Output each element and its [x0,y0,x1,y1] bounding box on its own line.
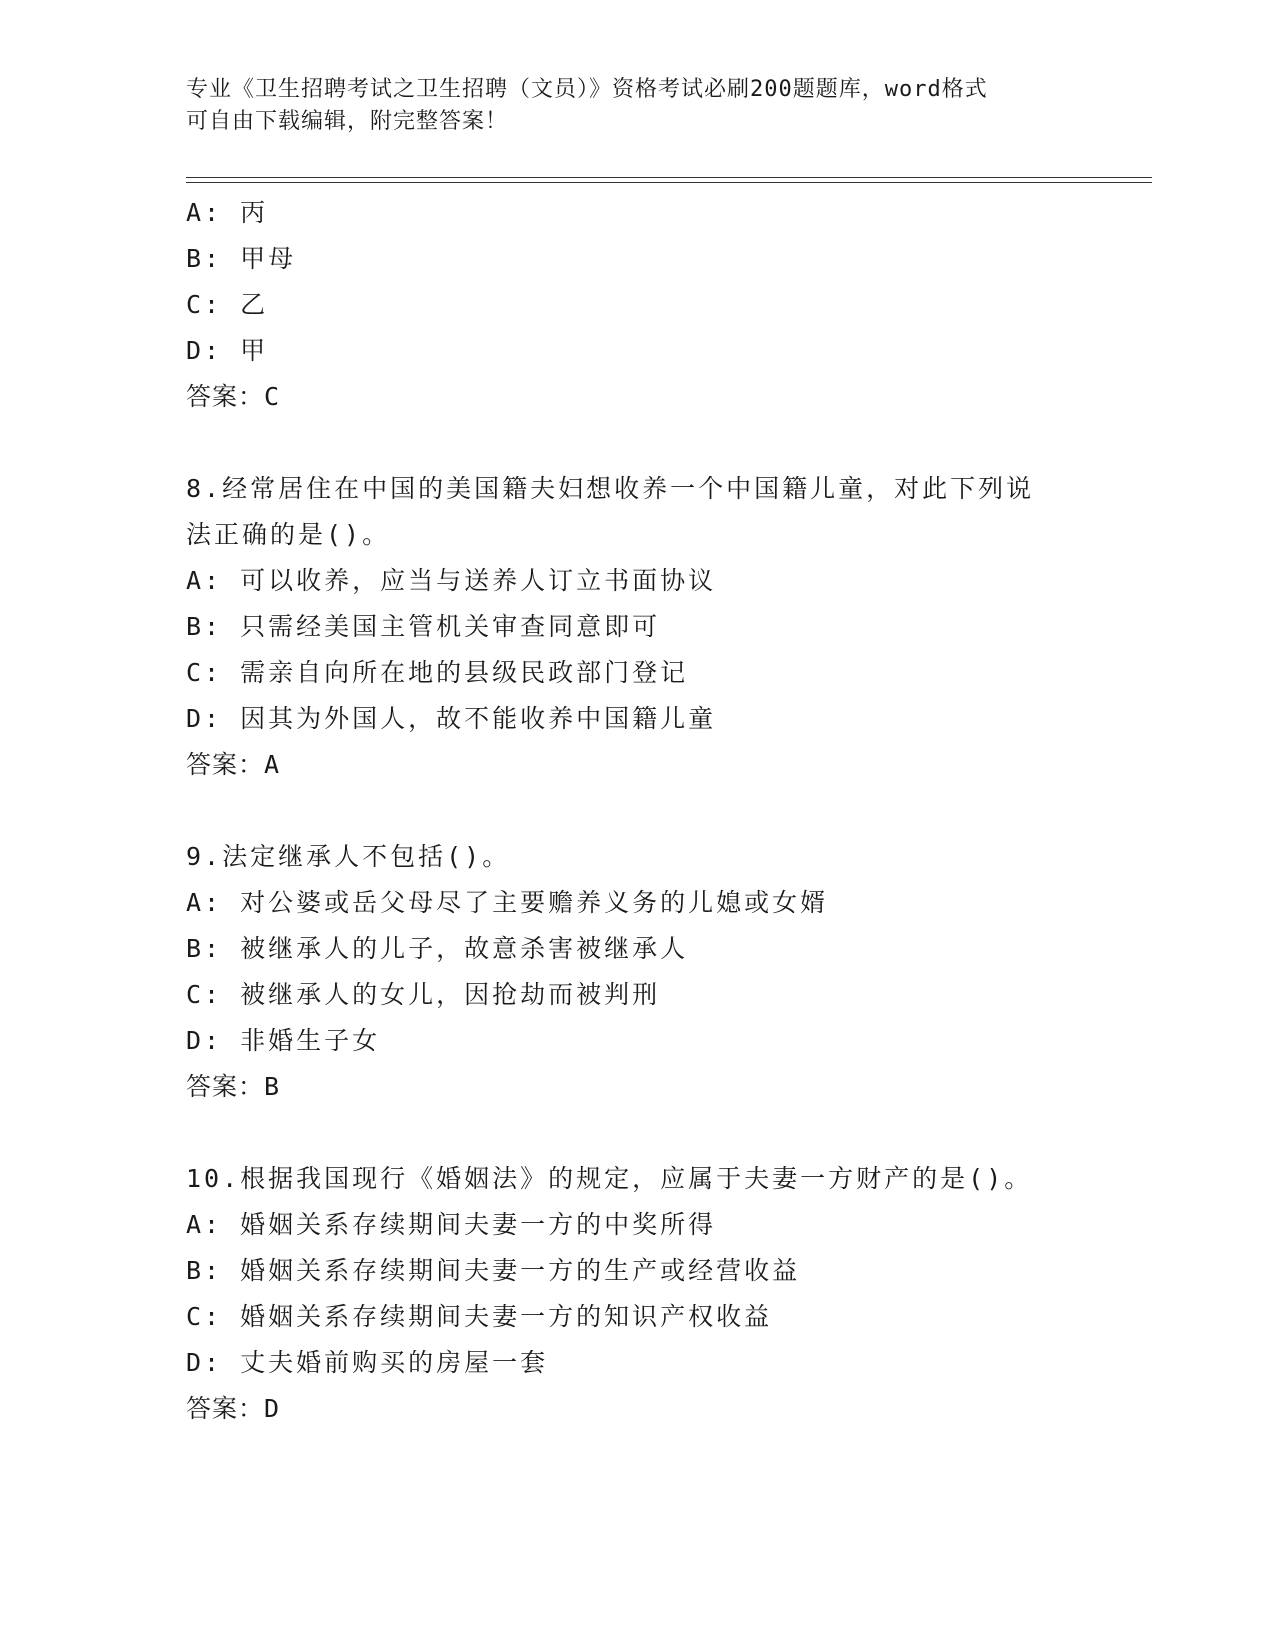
question-stem: 8.经常居住在中国的美国籍夫妇想收养一个中国籍儿童，对此下列说 [186,474,1035,503]
option-b: B: 甲母 [186,244,297,273]
question-stem: 9.法定继承人不包括()。 [186,842,511,871]
question-gap [186,788,1152,834]
document-header [186,74,1066,138]
answer: 答案：A [186,750,281,779]
option-c: C: 需亲自向所在地的县级民政部门登记 [186,658,689,687]
option-d: D: 因其为外国人，故不能收养中国籍儿童 [186,704,717,733]
option-d: D: 甲 [186,336,269,365]
option-a: A: 丙 [186,198,269,227]
option-a: A: 婚姻关系存续期间夫妻一方的中奖所得 [186,1210,717,1239]
question-10 [186,1156,1152,1432]
answer: 答案：C [186,382,281,411]
header-divider-bottom [186,182,1152,183]
header-line-1: 专业《卫生招聘考试之卫生招聘（文员）》资格考试必刷200题题库，word格式 [186,77,988,102]
option-a: A: 可以收养，应当与送养人订立书面协议 [186,566,717,595]
question-7 [186,190,1152,420]
header-line-2: 可自由下载编辑，附完整答案！ [186,109,509,134]
answer: 答案：B [186,1072,281,1101]
option-d: D: 丈夫婚前购买的房屋一套 [186,1348,549,1377]
answer: 答案：D [186,1394,281,1423]
option-b: B: 被继承人的儿子，故意杀害被继承人 [186,934,689,963]
header-divider-top [186,177,1152,178]
question-stem-continued: 法正确的是()。 [186,520,391,549]
option-c: C: 乙 [186,290,269,319]
option-c: C: 婚姻关系存续期间夫妻一方的知识产权收益 [186,1302,773,1331]
option-c: C: 被继承人的女儿，因抢劫而被判刑 [186,980,661,1009]
option-a: A: 对公婆或岳父母尽了主要赡养义务的儿媳或女婿 [186,888,829,917]
question-9 [186,834,1152,1110]
question-gap [186,420,1152,466]
question-list [186,190,1152,1432]
option-b: B: 婚姻关系存续期间夫妻一方的生产或经营收益 [186,1256,801,1285]
question-gap [186,1110,1152,1156]
option-b: B: 只需经美国主管机关审查同意即可 [186,612,661,641]
question-stem: 10.根据我国现行《婚姻法》的规定，应属于夫妻一方财产的是()。 [186,1164,1033,1193]
option-d: D: 非婚生子女 [186,1026,381,1055]
question-8 [186,466,1152,788]
